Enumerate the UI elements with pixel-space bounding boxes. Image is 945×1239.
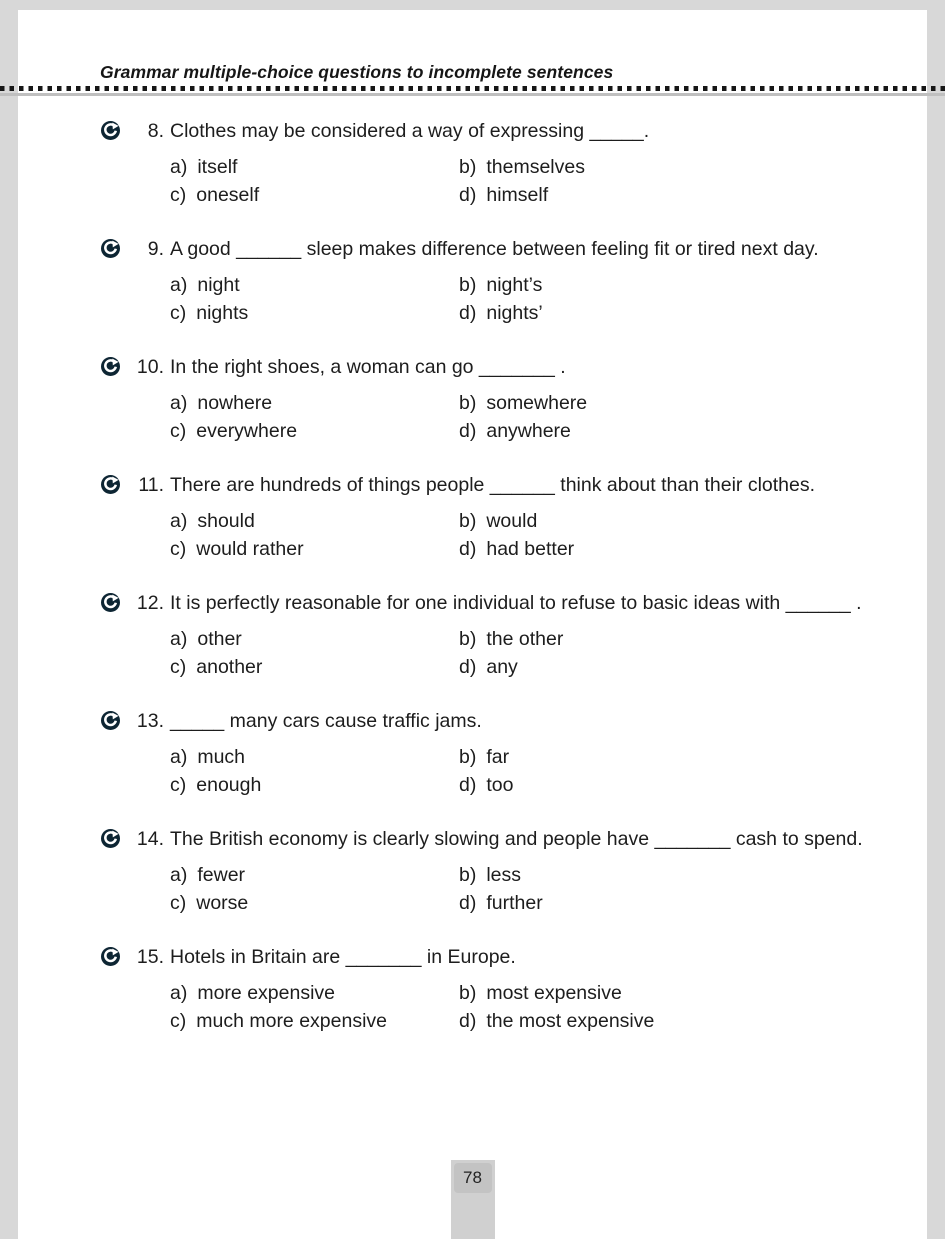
- arrow-bullet-icon: [100, 589, 126, 681]
- option-text: should: [197, 510, 255, 532]
- question-text: A good ______ sleep makes difference between feeling fit or tired next day.: [170, 238, 819, 260]
- option: [170, 1007, 459, 1035]
- question-text: There are hundreds of things people ______ think about than their clothes.: [170, 474, 816, 496]
- option: [459, 653, 875, 681]
- question: [100, 471, 875, 563]
- option: [170, 743, 459, 771]
- option-label: b): [459, 982, 477, 1004]
- option-text: itself: [197, 156, 238, 178]
- option: [170, 153, 459, 181]
- option: [170, 771, 459, 799]
- option: [459, 979, 875, 1007]
- options: [170, 271, 875, 327]
- option-label: b): [459, 746, 477, 768]
- option: [170, 979, 459, 1007]
- question: [100, 117, 875, 209]
- dotted-rule: [0, 86, 945, 91]
- option-text: night: [197, 274, 240, 296]
- options: [170, 861, 875, 917]
- footer-tab: [451, 1160, 495, 1239]
- option-text: nowhere: [197, 392, 273, 414]
- option-label: d): [459, 538, 477, 560]
- arrow-bullet-icon: [100, 235, 126, 327]
- option-label: a): [170, 510, 188, 532]
- option: [170, 299, 459, 327]
- question-body: [170, 353, 875, 445]
- question-body: [170, 825, 875, 917]
- question-text: In the right shoes, a woman can go _______ .: [170, 356, 566, 378]
- option-label: a): [170, 628, 188, 650]
- option: [170, 889, 459, 917]
- option-label: c): [170, 538, 187, 560]
- option-label: d): [459, 420, 477, 442]
- option-text: any: [486, 656, 518, 678]
- arrow-bullet-icon: [100, 707, 126, 799]
- question: [100, 589, 875, 681]
- option: [459, 507, 875, 535]
- option-label: b): [459, 864, 477, 886]
- question-body: [170, 707, 875, 799]
- question-body: [170, 943, 875, 1035]
- arrow-bullet-icon: [100, 825, 126, 917]
- page-number: 78: [454, 1163, 492, 1193]
- option-label: a): [170, 392, 188, 414]
- option-label: b): [459, 274, 477, 296]
- question-text: It is perfectly reasonable for one individual to refuse to basic ideas with ______ .: [170, 592, 862, 614]
- question-number: 12.: [136, 592, 164, 614]
- option: [459, 889, 875, 917]
- question-body: [170, 471, 875, 563]
- option-label: c): [170, 774, 187, 796]
- option: [459, 389, 875, 417]
- option: [170, 861, 459, 889]
- option-text: the other: [486, 628, 564, 650]
- option: [170, 653, 459, 681]
- dotted-rule-shadow: [0, 93, 945, 96]
- option-text: less: [486, 864, 522, 886]
- question: [100, 943, 875, 1035]
- question: [100, 825, 875, 917]
- option-text: further: [486, 892, 543, 914]
- option-label: a): [170, 274, 188, 296]
- option: [170, 507, 459, 535]
- option-text: too: [486, 774, 514, 796]
- options: [170, 625, 875, 681]
- option-text: enough: [196, 774, 262, 796]
- option-label: d): [459, 892, 477, 914]
- question-number: 9.: [147, 238, 164, 260]
- option: [459, 771, 875, 799]
- option-text: night’s: [486, 274, 543, 296]
- question-number: 10.: [136, 356, 164, 378]
- page-title: Grammar multiple-choice questions to incomplete sentences: [100, 62, 614, 82]
- option-label: b): [459, 510, 477, 532]
- option: [170, 535, 459, 563]
- option-label: d): [459, 302, 477, 324]
- arrow-bullet-icon: [100, 117, 126, 209]
- question-number: 15.: [136, 946, 164, 968]
- option-text: much: [197, 746, 246, 768]
- options: [170, 507, 875, 563]
- option-label: d): [459, 656, 477, 678]
- questions: [100, 117, 875, 1035]
- option: [170, 181, 459, 209]
- question-number: 13.: [136, 710, 164, 732]
- option-text: had better: [486, 538, 575, 560]
- options: [170, 389, 875, 445]
- option-label: c): [170, 184, 187, 206]
- option-text: far: [486, 746, 510, 768]
- options: [170, 743, 875, 799]
- option: [459, 861, 875, 889]
- question-body: [170, 235, 875, 327]
- option-label: b): [459, 628, 477, 650]
- option: [459, 153, 875, 181]
- option-text: the most expensive: [486, 1010, 655, 1032]
- option: [170, 625, 459, 653]
- option-label: c): [170, 1010, 187, 1032]
- question-text: Clothes may be considered a way of expressing _____.: [170, 120, 650, 142]
- option-text: more expensive: [197, 982, 335, 1004]
- option: [459, 625, 875, 653]
- question-text: The British economy is clearly slowing and people have _______ cash to spend.: [170, 828, 863, 850]
- option-label: a): [170, 864, 188, 886]
- option-text: most expensive: [486, 982, 622, 1004]
- question-body: [170, 589, 875, 681]
- options: [170, 153, 875, 209]
- option: [459, 181, 875, 209]
- option-label: a): [170, 156, 188, 178]
- question: [100, 235, 875, 327]
- option: [459, 1007, 875, 1035]
- option: [459, 743, 875, 771]
- option: [459, 535, 875, 563]
- arrow-bullet-icon: [100, 943, 126, 1035]
- question-text: Hotels in Britain are _______ in Europe.: [170, 946, 516, 968]
- option-text: would rather: [196, 538, 304, 560]
- option-label: c): [170, 892, 187, 914]
- option-text: another: [196, 656, 263, 678]
- option-label: b): [459, 156, 477, 178]
- option: [170, 389, 459, 417]
- option-label: d): [459, 774, 477, 796]
- option-text: would: [486, 510, 538, 532]
- option-label: c): [170, 420, 187, 442]
- question-number: 14.: [136, 828, 164, 850]
- question: [100, 353, 875, 445]
- option-text: other: [197, 628, 242, 650]
- option: [170, 417, 459, 445]
- option-text: nights’: [486, 302, 543, 324]
- question: [100, 707, 875, 799]
- option: [170, 271, 459, 299]
- question-body: [170, 117, 875, 209]
- option-label: d): [459, 184, 477, 206]
- option: [459, 271, 875, 299]
- option-text: themselves: [486, 156, 585, 178]
- arrow-bullet-icon: [100, 471, 126, 563]
- option-text: himself: [486, 184, 549, 206]
- option-text: somewhere: [486, 392, 588, 414]
- option-label: a): [170, 746, 188, 768]
- option-label: b): [459, 392, 477, 414]
- worksheet-page: [18, 10, 927, 1239]
- option-label: c): [170, 656, 187, 678]
- option: [459, 417, 875, 445]
- question-text: _____ many cars cause traffic jams.: [170, 710, 482, 732]
- option-text: worse: [196, 892, 249, 914]
- option-label: c): [170, 302, 187, 324]
- question-number: 11.: [138, 474, 164, 496]
- option-text: nights: [196, 302, 249, 324]
- option-text: oneself: [196, 184, 260, 206]
- option-label: a): [170, 982, 188, 1004]
- option-text: fewer: [197, 864, 246, 886]
- option-text: everywhere: [196, 420, 298, 442]
- option: [459, 299, 875, 327]
- option-label: d): [459, 1010, 477, 1032]
- options: [170, 979, 875, 1035]
- option-text: anywhere: [486, 420, 571, 442]
- question-number: 8.: [147, 120, 164, 142]
- option-text: much more expensive: [196, 1010, 388, 1032]
- arrow-bullet-icon: [100, 353, 126, 445]
